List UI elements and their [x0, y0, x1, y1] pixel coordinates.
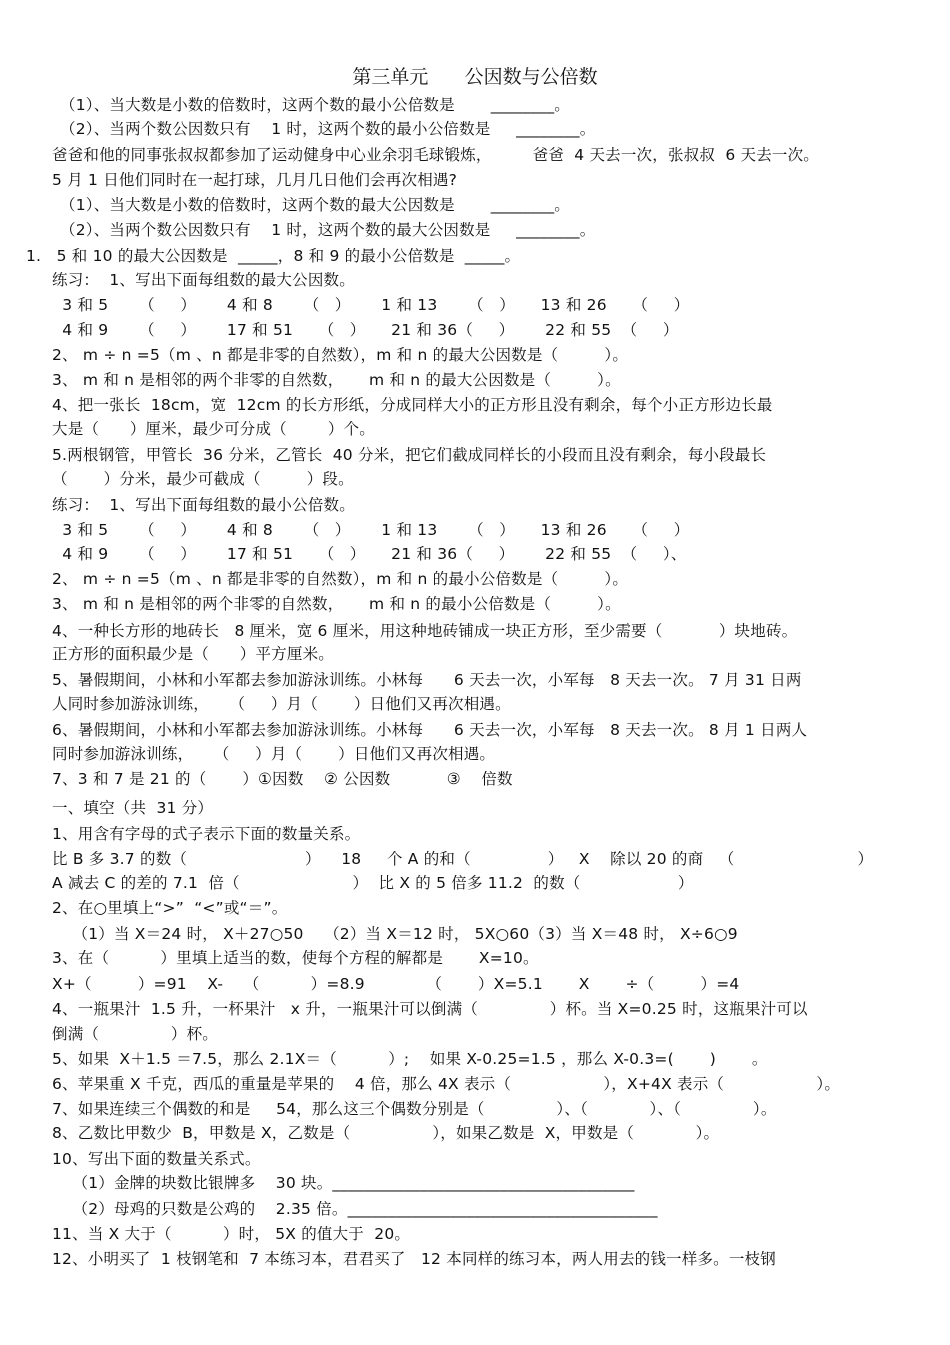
text-line: 1、用含有字母的式子表示下面的数量关系。 — [52, 825, 361, 843]
text-line: （2）、当两个数公因数只有 1 时，这两个数的最大公因数是 ________。 — [60, 221, 596, 239]
text-line: 4 和 9 （ ） 17 和 51 （ ） 21 和 36（ ） 22 和 55 （ ） — [52, 321, 679, 339]
text-line: 爸爸和他的同事张叔叔都参加了运动健身中心业余羽毛球锻炼， 爸爸 4 天去一次，张叔叔 6 天去一次。 — [52, 146, 820, 164]
text-line: （1）、当大数是小数的倍数时，这两个数的最小公倍数是 ________。 — [60, 96, 571, 114]
text-line: 2、 m ÷ n =5（m 、n 都是非零的自然数），m 和 n 的最大公因数是（ ）。 — [52, 346, 629, 364]
text-line: 6、暑假期间，小林和小军都去参加游泳训练。小林每 6 天去一次，小军每 8 天去一次。 8 月 1 日两人 — [52, 721, 808, 739]
text-line: （2）、当两个数公因数只有 1 时，这两个数的最小公倍数是 ________。 — [60, 120, 596, 138]
text-line: 同时参加游泳训练， （ ）月（ ）日他们又再次相遇。 — [52, 745, 496, 763]
text-line: 1. 5 和 10 的最大公因数是 _____，8 和 9 的最小公倍数是 _____。 — [26, 247, 521, 265]
text-line: 11、当 X 大于（ ）时， 5X 的值大于 20。 — [52, 1225, 411, 1243]
text-line: 3 和 5 （ ） 4 和 8 （ ） 1 和 13 （ ） 13 和 26 （ ） — [52, 296, 690, 314]
text-line: 3 和 5 （ ） 4 和 8 （ ） 1 和 13 （ ） 13 和 26 （ ） — [52, 521, 690, 539]
text-line: 4、一种长方形的地砖长 8 厘米，宽 6 厘米，用这种地砖铺成一块正方形，至少需要（ ）块地砖。 — [52, 622, 798, 640]
text-line: 5.两根钢管，甲管长 36 分米，乙管长 40 分米，把它们截成同样长的小段而且没有剩余，每小段最长 — [52, 446, 767, 464]
text-line: 10、写出下面的数量关系式。 — [52, 1150, 261, 1168]
text-line: 比 B 多 3.7 的数（ ） 18 个 A 的和（ ） X 除以 20 的商 （ ） — [52, 850, 874, 868]
text-line: 大是（ ）厘米，最少可分成（ ）个。 — [52, 420, 375, 438]
text-line: 练习： 1、写出下面每组数的最大公因数。 — [52, 271, 355, 289]
text-line: （1）当 X＝24 时， X＋27○50 （2）当 X＝12 时， 5X○60（3）当 X＝48 时， X÷6○9 — [52, 925, 738, 943]
page-title: 第三单元 公因数与公倍数 — [352, 66, 598, 88]
text-line: 2、在○里填上“>” “<”或“＝”。 — [52, 899, 288, 917]
section-heading: 一、填空（共 31 分） — [52, 799, 214, 817]
text-line: A 减去 C 的差的 7.1 倍（ ） 比 X 的 5 倍多 11.2 的数（ ） — [52, 874, 694, 892]
text-line: 3、 m 和 n 是相邻的两个非零的自然数， m 和 n 的最大公因数是（ ）。 — [52, 371, 621, 389]
text-line: 3、 m 和 n 是相邻的两个非零的自然数， m 和 n 的最小公倍数是（ ）。 — [52, 595, 621, 613]
text-line: 正方形的面积最少是（ ）平方厘米。 — [52, 645, 334, 663]
text-line: 8、乙数比甲数少 B，甲数是 X，乙数是（ ），如果乙数是 X，甲数是（ ）。 — [52, 1124, 720, 1142]
text-line: 倒满（ ）杯。 — [52, 1025, 218, 1043]
text-line: 4、一瓶果汁 1.5 升，一杯果汁 x 升，一瓶果汁可以倒满（ ）杯。当 X=0.25 时，这瓶果汁可以 — [52, 1000, 808, 1018]
text-line: 5、暑假期间，小林和小军都去参加游泳训练。小林每 6 天去一次，小军每 8 天去一次。 7 月 31 日两 — [52, 671, 802, 689]
text-line: （ ）分米，最少可截成（ ）段。 — [52, 470, 354, 488]
text-line: （2）母鸡的只数是公鸡的 2.35 倍。_______________________________________ — [52, 1200, 658, 1218]
text-line: 6、苹果重 X 千克，西瓜的重量是苹果的 4 倍，那么 4X 表示（ ），X+4X 表示（ ）。 — [52, 1075, 841, 1093]
text-line: （1）金牌的块数比银牌多 30 块。______________________________________ — [52, 1174, 635, 1192]
text-line: 7、3 和 7 是 21 的（ ）①因数 ② 公因数 ③ 倍数 — [52, 770, 513, 788]
text-line: 5 月 1 日他们同时在一起打球，几月几日他们会再次相遇? — [52, 171, 458, 189]
text-line: 5、如果 X＋1.5 ＝7.5，那么 2.1X＝（ ）; 如果 X-0.25=1.5 ，那么 X-0.3=( ) 。 — [52, 1050, 768, 1068]
text-line: 3、在（ ）里填上适当的数，使每个方程的解都是 X=10。 — [52, 949, 539, 967]
text-line: （1）、当大数是小数的倍数时，这两个数的最大公因数是 ________。 — [60, 196, 571, 214]
text-line: 4、把一张长 18cm，宽 12cm 的长方形纸，分成同样大小的正方形且没有剩余，每个小正方形边长最 — [52, 396, 773, 414]
text-line: 练习： 1、写出下面每组数的最小公倍数。 — [52, 496, 355, 514]
text-line: 人同时参加游泳训练， （ ）月（ ）日他们又再次相遇。 — [52, 695, 511, 713]
text-line: X+（ ）=91 X- （ ）=8.9 （ ）X=5.1 X ÷（ ）=4 — [52, 975, 740, 993]
text-line: 2、 m ÷ n =5（m 、n 都是非零的自然数），m 和 n 的最小公倍数是（ ）。 — [52, 570, 629, 588]
text-line: 4 和 9 （ ） 17 和 51 （ ） 21 和 36（ ） 22 和 55 （ ）、 — [52, 545, 687, 563]
text-line: 7、如果连续三个偶数的和是 54，那么这三个偶数分别是（ ）、（ ）、（ ）。 — [52, 1100, 777, 1118]
text-line: 12、小明买了 1 枝钢笔和 7 本练习本，君君买了 12 本同样的练习本，两人用去的钱一样多。一枝钢 — [52, 1250, 776, 1268]
